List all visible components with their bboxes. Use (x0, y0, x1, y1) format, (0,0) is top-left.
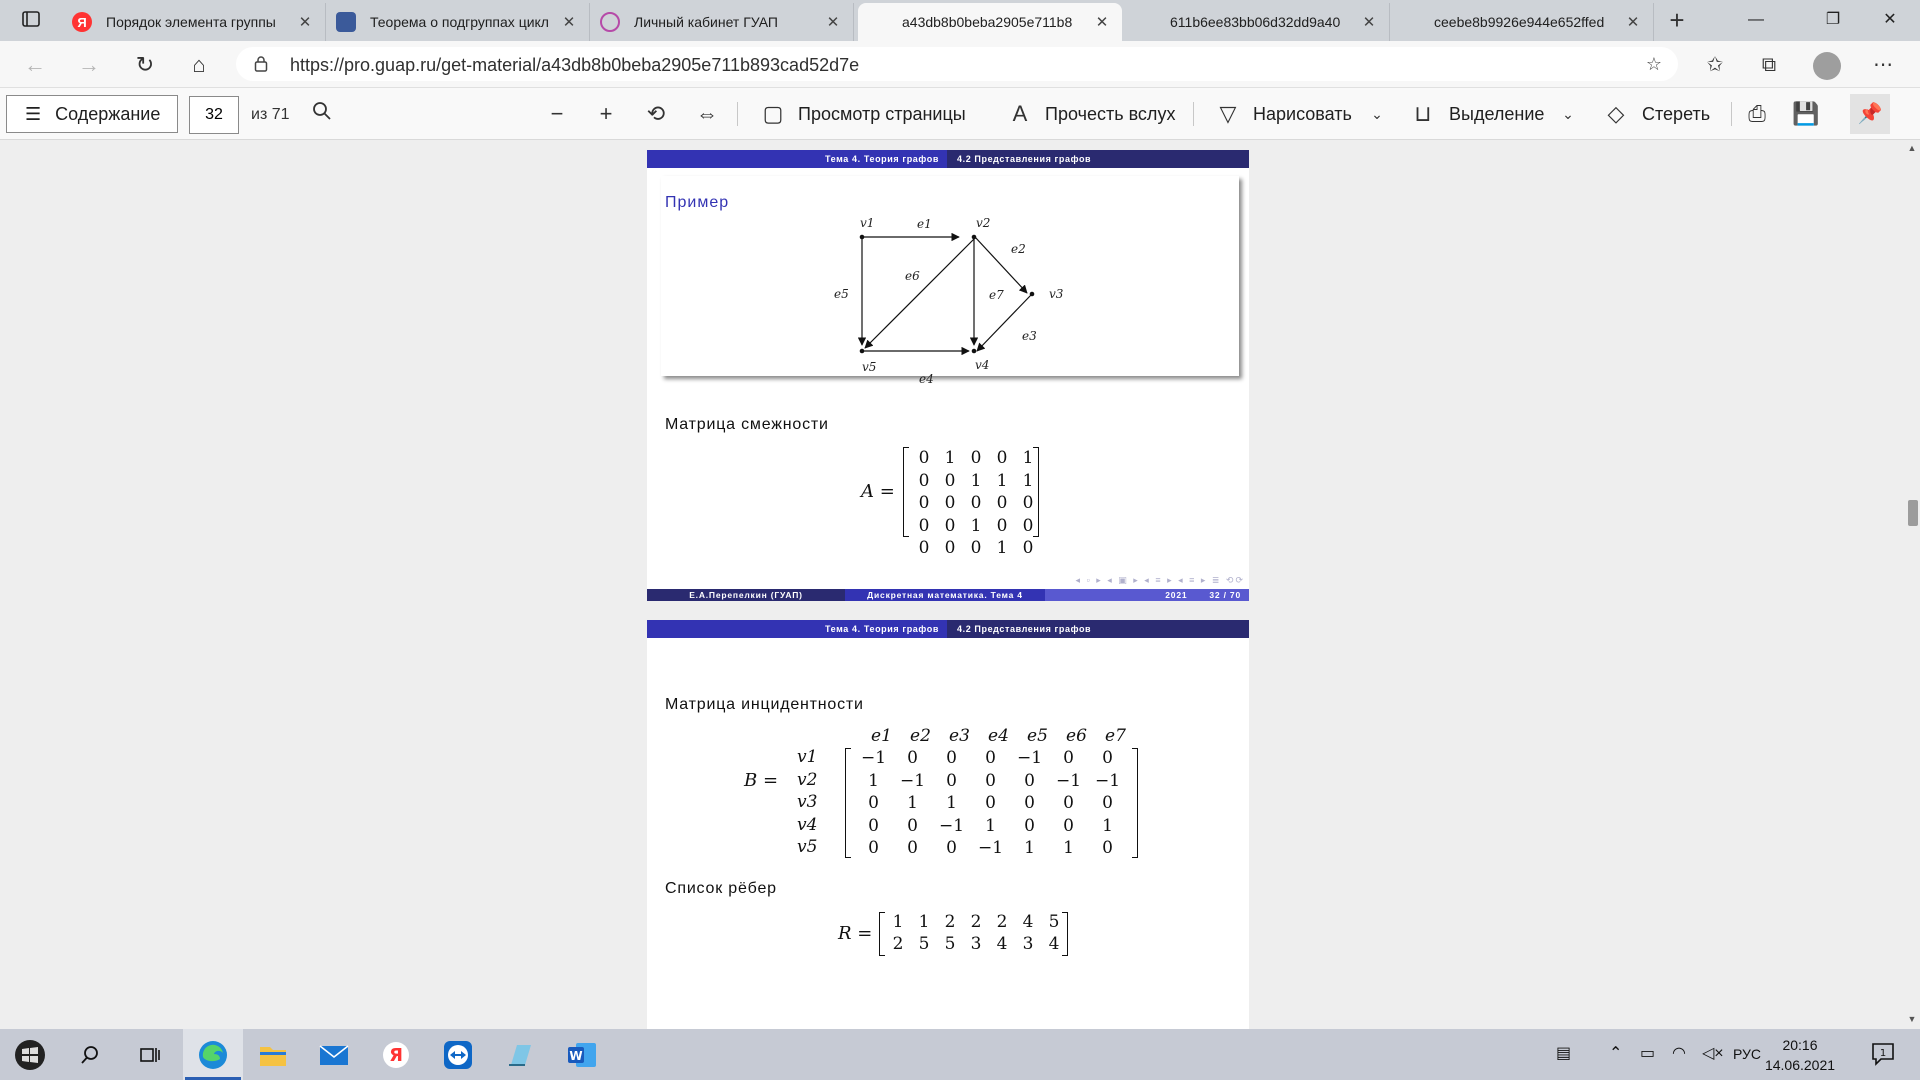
zoom-in-icon[interactable]: + (599, 101, 613, 126)
tab-title: ceebe8b9926e944e652ffed (1434, 14, 1605, 30)
vertex-label: v1 (860, 216, 875, 230)
graph-vertices (860, 235, 1035, 354)
bracket-right (1132, 748, 1138, 858)
matrix-cell: 0 (918, 515, 930, 536)
draw-icon[interactable]: ▽ (1219, 101, 1237, 126)
matrix-cell: 0 (918, 493, 930, 513)
matrix-cell: 0 (946, 770, 957, 791)
clock-time: 20:16 (1782, 1037, 1818, 1053)
vertical-scrollbar[interactable] (1904, 141, 1920, 1029)
incidence-row-headers (797, 747, 817, 860)
pdf-page (647, 620, 1249, 1029)
site-favicon-icon (336, 12, 356, 32)
matrix-cell: 1 (996, 470, 1008, 491)
matrix-cell: 5 (1048, 912, 1060, 932)
matrix-cell: −1 (938, 815, 965, 836)
edge-list-label: Список рёбер (665, 880, 777, 897)
adjacency-matrix (911, 448, 1041, 561)
notes-app-icon[interactable] (490, 1029, 550, 1080)
matrix-cell: 4 (1048, 934, 1060, 954)
column-header: e3 (949, 726, 970, 746)
vertex-v3 (1030, 292, 1035, 297)
close-icon[interactable]: ✕ (826, 14, 840, 31)
tab-title: Теорема о подгруппах цикл (370, 14, 549, 30)
start-icon[interactable] (0, 1029, 60, 1080)
page-view-icon[interactable]: ▢ (762, 101, 784, 126)
tab-title: 611b6ee83bb06d32dd9a40 (1170, 14, 1341, 30)
vertex-label: v3 (1049, 287, 1064, 301)
footer-page: 32 / 70 (1209, 590, 1241, 600)
edge-browser-icon[interactable] (183, 1029, 243, 1080)
edge-label: e2 (1011, 242, 1026, 256)
scroll-up-icon[interactable]: ▲ (1907, 143, 1917, 153)
tab-0[interactable] (62, 3, 326, 41)
matrix-cell: 0 (1022, 515, 1034, 536)
search-icon[interactable] (60, 1029, 120, 1080)
refresh-icon[interactable]: ↻ (135, 52, 155, 77)
pdf-page (647, 150, 1249, 601)
volume-muted-icon[interactable]: ◁× (1702, 1045, 1724, 1062)
toolbar-divider (1731, 102, 1732, 126)
matrix-cell: 0 (985, 793, 996, 813)
matrix-cell: 0 (1102, 793, 1113, 813)
matrix-cell: 1 (918, 912, 930, 932)
word-icon[interactable] (552, 1029, 612, 1080)
matrix-cell: 0 (944, 538, 956, 558)
draw-button[interactable]: Нарисовать (1253, 104, 1352, 124)
notification-count: 1 (1879, 1048, 1887, 1059)
incidence-label: Матрица инцидентности (665, 696, 864, 713)
lock-icon[interactable] (254, 55, 268, 73)
close-icon[interactable]: ✕ (1626, 14, 1640, 31)
matrix-cell: 0 (868, 815, 879, 836)
matrix-cell: 0 (970, 493, 982, 513)
matrix-cell: 4 (996, 934, 1008, 954)
bracket-left (903, 447, 909, 537)
pdf-viewer[interactable] (0, 141, 1904, 1029)
matrix-cell: 0 (944, 493, 956, 513)
vertex-label: v4 (975, 358, 990, 372)
footer-meta (1045, 589, 1249, 601)
matrix-name: B = (744, 770, 779, 791)
row-header: v1 (797, 747, 818, 767)
mail-icon[interactable] (304, 1029, 364, 1080)
matrix-cell: 0 (868, 793, 879, 813)
column-header: e6 (1066, 726, 1087, 746)
matrix-cell: 0 (918, 448, 930, 468)
edge-label: e1 (917, 217, 932, 231)
edge-label: e4 (919, 372, 934, 386)
window-close-icon[interactable]: ✕ (1883, 11, 1897, 28)
matrix-cell: 0 (946, 748, 957, 768)
eraser-icon[interactable]: ◇ (1607, 101, 1625, 126)
matrix-cell: 0 (907, 748, 918, 768)
footer-author: Е.А.Перепелкин (ГУАП) (647, 589, 845, 601)
tab-5[interactable] (1390, 3, 1654, 41)
page-view-button[interactable]: Просмотр страницы (798, 104, 966, 124)
matrix-cell: 0 (868, 838, 879, 858)
matrix-cell: 1 (892, 912, 904, 932)
incidence-column-headers (862, 726, 1135, 746)
file-explorer-icon[interactable] (243, 1029, 303, 1080)
matrix-cell: 0 (907, 838, 918, 858)
url-text: https://pro.guap.ru/get-material/a43db8b0beba2905e711b893cad52d7e (290, 55, 860, 75)
teamviewer-icon[interactable] (428, 1029, 488, 1080)
matrix-name: A = (861, 481, 895, 502)
matrix-cell: −1 (1055, 770, 1082, 791)
matrix-cell: 0 (944, 470, 956, 491)
url-field[interactable] (236, 47, 1678, 81)
highlight-icon[interactable]: ⊔ (1414, 101, 1432, 126)
row-header: v2 (797, 769, 818, 790)
incidence-matrix (854, 748, 1127, 861)
new-tab-button[interactable]: + (1669, 5, 1685, 35)
scroll-down-icon[interactable]: ▼ (1907, 1014, 1917, 1024)
slide-header (647, 620, 1249, 638)
yandex-favicon-icon: Я (72, 12, 92, 32)
matrix-cell: 0 (970, 448, 982, 468)
matrix-cell: 1 (1063, 838, 1074, 858)
edge-label: e7 (989, 288, 1004, 302)
column-header: e4 (988, 726, 1009, 746)
tab-strip (0, 0, 1920, 41)
matrix-cell: 0 (1063, 793, 1074, 813)
tab-2[interactable] (590, 3, 854, 41)
matrix-cell: 0 (996, 515, 1008, 536)
matrix-cell: 1 (868, 770, 879, 791)
column-header: e1 (871, 726, 892, 746)
matrix-cell: 0 (1063, 815, 1074, 836)
vertex-v4 (972, 349, 977, 354)
matrix-cell: 0 (1102, 748, 1113, 768)
header-topic: Тема 4. Теория графов (647, 150, 947, 168)
toolbar-divider (737, 102, 738, 126)
collections-icon[interactable]: ⧉ (1761, 54, 1777, 76)
matrix-cell: 1 (907, 793, 918, 813)
matrix-cell: 2 (892, 934, 904, 954)
erase-button[interactable]: Стереть (1642, 104, 1711, 124)
matrix-cell: −1 (1016, 748, 1043, 768)
column-header: e7 (1105, 726, 1126, 746)
matrix-cell: 0 (1022, 538, 1034, 558)
matrix-cell: 1 (970, 515, 982, 536)
close-icon[interactable]: ✕ (1095, 14, 1109, 31)
contents-button[interactable] (6, 95, 178, 133)
scrollbar-thumb[interactable] (1908, 500, 1918, 526)
edge-e6 (865, 239, 974, 348)
matrix-cell: 2 (970, 912, 982, 932)
language-indicator[interactable]: РУС (1733, 1046, 1762, 1062)
tab-actions-icon[interactable] (14, 9, 46, 31)
toolbar-divider (1193, 102, 1194, 126)
taskbar (0, 1029, 1920, 1080)
vertex-v5 (860, 349, 865, 354)
header-section: 4.2 Представления графов (947, 620, 1249, 638)
matrix-cell: 1 (970, 470, 982, 491)
chevron-up-icon[interactable]: ⌃ (1609, 1045, 1623, 1062)
matrix-cell: 1 (944, 448, 956, 468)
tab-1[interactable] (326, 3, 590, 41)
column-header: e5 (1027, 726, 1048, 746)
tab-title: a43db8b0beba2905e711b8 (902, 14, 1073, 30)
matrix-cell: 0 (944, 515, 956, 536)
matrix-cell: −1 (899, 770, 926, 791)
zoom-out-icon[interactable]: − (550, 101, 564, 126)
matrix-cell: 0 (970, 538, 982, 558)
search-icon[interactable] (307, 99, 337, 129)
page-count: из 71 (251, 106, 290, 123)
matrix-cell: −1 (1094, 770, 1121, 791)
matrix-cell: 1 (1022, 448, 1034, 468)
close-icon[interactable]: ✕ (1362, 14, 1376, 31)
matrix-cell: 3 (1022, 934, 1034, 954)
battery-icon[interactable]: ▭ (1640, 1045, 1656, 1062)
matrix-cell: 0 (996, 493, 1008, 513)
matrix-cell: 0 (946, 838, 957, 858)
graph-diagram (647, 150, 1249, 410)
tab-title: Личный кабинет ГУАП (634, 14, 778, 30)
matrix-cell: 1 (946, 793, 957, 813)
close-icon[interactable]: ✕ (562, 14, 576, 31)
read-aloud-icon[interactable]: A (1012, 101, 1028, 126)
matrix-cell: 2 (996, 912, 1008, 932)
person-favicon-icon (600, 12, 620, 32)
matrix-cell: −1 (977, 838, 1004, 858)
slide-footer (647, 589, 1249, 601)
back-icon[interactable]: ← (24, 52, 46, 77)
highlight-button[interactable]: Выделение (1449, 104, 1545, 124)
forward-icon[interactable]: → (78, 52, 100, 77)
restore-icon[interactable]: ❐ (1825, 11, 1841, 28)
matrix-cell: 0 (996, 448, 1008, 468)
tab-4[interactable] (1126, 3, 1390, 41)
matrix-cell: 0 (1024, 770, 1035, 791)
edge-label: e3 (1022, 329, 1037, 343)
home-icon[interactable]: ⌂ (192, 52, 206, 77)
adjacency-label: Матрица смежности (665, 416, 829, 433)
print-icon[interactable]: ⎙ (1748, 101, 1766, 126)
pin-icon[interactable]: 📌 (1850, 94, 1890, 134)
vertex-v2 (972, 235, 977, 240)
matrix-cell: 1 (985, 815, 996, 836)
read-aloud-button[interactable]: Прочесть вслух (1045, 104, 1176, 124)
column-header: e2 (910, 726, 931, 746)
edge-list-matrix (885, 912, 1067, 956)
task-view-icon[interactable] (120, 1029, 180, 1080)
fit-width-icon[interactable]: ⇔ (696, 101, 718, 126)
edge-label: e5 (834, 287, 849, 301)
edge-label: e6 (905, 269, 920, 283)
contents-label: Содержание (55, 103, 161, 124)
footer-course: Дискретная математика. Тема 4 (845, 589, 1045, 601)
yandex-browser-icon[interactable] (366, 1029, 426, 1080)
row-header: v3 (797, 792, 818, 812)
svg-text:Я: Я (389, 1044, 403, 1066)
matrix-cell: 0 (1063, 748, 1074, 768)
avatar[interactable] (1813, 52, 1841, 80)
notifications-icon[interactable] (1870, 1041, 1896, 1072)
vertex-label: v5 (862, 360, 877, 374)
vertex-v1 (860, 235, 865, 240)
graph-labels (834, 216, 1064, 386)
matrix-cell: 0 (918, 538, 930, 558)
matrix-cell: 0 (1024, 815, 1035, 836)
matrix-cell: 0 (1022, 493, 1034, 513)
graph-edges (862, 237, 1031, 351)
header-topic: Тема 4. Теория графов (647, 620, 947, 638)
row-header: v5 (797, 837, 818, 857)
matrix-cell: 0 (985, 770, 996, 791)
matrix-cell: 3 (970, 934, 982, 954)
matrix-cell: 1 (1102, 815, 1113, 836)
favorites-icon[interactable]: ✩ (1706, 54, 1724, 76)
matrix-cell: 5 (918, 934, 930, 954)
matrix-cell: 0 (1102, 838, 1113, 858)
pdf-toolbar (0, 88, 1920, 140)
matrix-cell: 0 (985, 748, 996, 768)
footer-year: 2021 (1165, 590, 1188, 600)
svg-text:W: W (569, 1048, 583, 1063)
save-icon[interactable]: 💾 (1792, 101, 1820, 126)
bracket-left (845, 748, 851, 858)
matrix-cell: 0 (918, 470, 930, 491)
clock[interactable] (1750, 1035, 1850, 1075)
list-icon: ☰ (25, 103, 42, 124)
vertex-label: v2 (976, 216, 991, 230)
row-header: v4 (797, 814, 818, 835)
bracket-right (1062, 912, 1068, 956)
tab-3[interactable] (858, 3, 1122, 41)
matrix-cell: 5 (944, 934, 956, 954)
wifi-icon[interactable]: ◠ (1672, 1045, 1686, 1062)
rotate-icon[interactable]: ⟲ (646, 101, 666, 126)
clock-date: 14.06.2021 (1764, 1057, 1836, 1073)
matrix-cell: 2 (944, 912, 956, 932)
block-title: Пример (665, 194, 730, 211)
beamer-nav-icon[interactable]: ◂ ▫ ▸ ◂ ▣ ▸ ◂ ≡ ▸ ◂ ≡ ▸ ≣ ⟲⟳ (1075, 575, 1245, 585)
page-number-input[interactable]: 32 (189, 96, 239, 134)
matrix-cell: 0 (1024, 793, 1035, 813)
tab-title: Порядок элемента группы (106, 14, 276, 30)
bracket-right (1033, 447, 1039, 537)
close-icon[interactable]: ✕ (298, 14, 312, 31)
chevron-down-icon[interactable]: ⌄ (1562, 106, 1574, 122)
chevron-down-icon[interactable]: ⌄ (1371, 106, 1383, 122)
matrix-cell: 0 (907, 815, 918, 836)
matrix-cell: 4 (1022, 912, 1034, 932)
more-icon[interactable]: ⋯ (1873, 54, 1893, 76)
address-bar (0, 41, 1920, 88)
header-section: 4.2 Представления графов (947, 150, 1249, 168)
news-widget-icon[interactable]: ▤ (1556, 1045, 1572, 1062)
matrix-cell: 1 (1022, 470, 1034, 491)
matrix-cell: −1 (860, 748, 887, 768)
matrix-name: R = (838, 923, 873, 944)
matrix-cell: 1 (1024, 838, 1035, 858)
add-favorite-icon[interactable]: ☆ (1645, 54, 1663, 74)
minimize-icon[interactable]: — (1748, 11, 1764, 28)
matrix-cell: 1 (996, 538, 1008, 558)
